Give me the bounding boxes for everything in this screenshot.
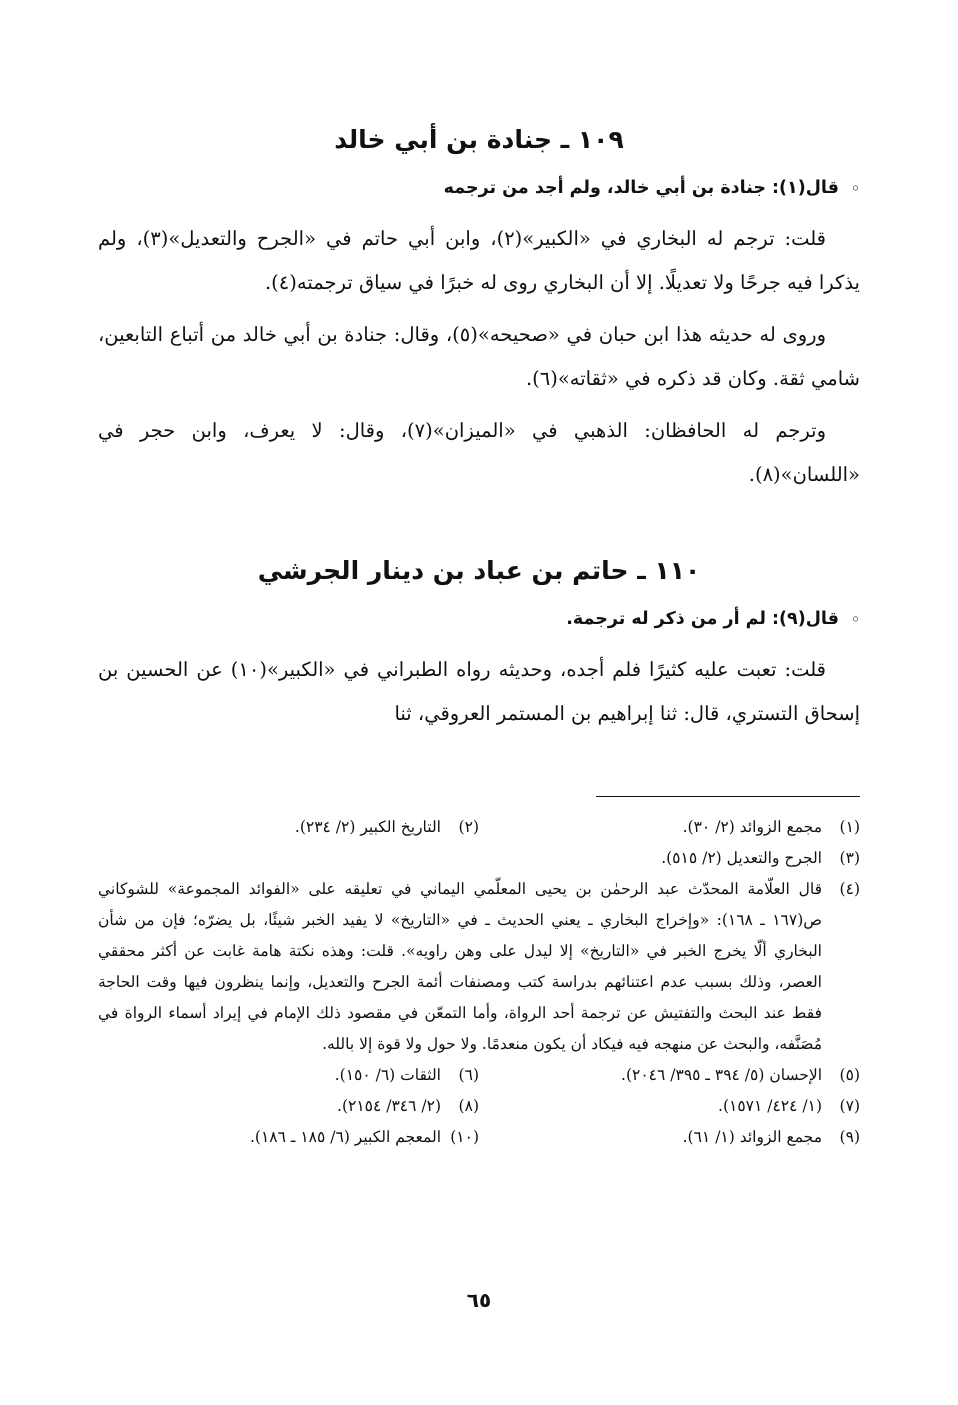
footnote-text: مجمع الزوائد (٢/ ٣٠). bbox=[682, 818, 822, 836]
footnote-number: (١) bbox=[839, 818, 860, 836]
footnote-text: الثقات (٦/ ١٥٠). bbox=[334, 1066, 441, 1084]
quote-text-110: قال(٩): لم أر من ذكر له ترجمة. bbox=[566, 609, 839, 629]
paragraph-109-3: وترجم له الحافظان: الذهبي في «الميزان»(٧)، وقال: لا يعرف، وابن حجر في «اللسان»(٨). bbox=[98, 419, 860, 486]
footnote-number: (٥) bbox=[839, 1066, 860, 1084]
quote-110 bbox=[98, 599, 860, 640]
footnote-2 bbox=[98, 812, 479, 843]
bullet-icon: ◦ bbox=[851, 181, 860, 197]
footnote-row bbox=[98, 843, 860, 874]
paragraph-109-1: قلت: ترجم له البخاري في «الكبير»(٢)، وابن أبي حاتم في «الجرح والتعديل»(٣)، ولم يذكرا فيه جرحًا ولا تعديلًا. إلا أن البخاري روى له خبرًا في سياق ترجمته(٤). bbox=[98, 227, 860, 294]
footnote-row bbox=[98, 812, 860, 843]
footnote-10 bbox=[98, 1122, 479, 1153]
footnote-row bbox=[98, 874, 860, 1060]
footnote-8 bbox=[98, 1091, 479, 1122]
footnote-5 bbox=[479, 1060, 860, 1091]
footnote-1 bbox=[479, 812, 860, 843]
footnote-divider bbox=[596, 796, 860, 797]
footnote-text: قال العلّامة المحدّث عبد الرحمٰن بن يحيى المعلّمي اليماني في تعليقه على «الفوائد المجموعة» للشوكاني ص(١٦٧ ـ ١٦٨): «وإخراج البخاري ـ يعني الحديث ـ في «التاريخ» لا يفيد الخبر شيئًا، بل يضرّه؛ فإن من شأن البخاري ألّا يخرج الخبر في «التاريخ» إلا ليدل على وهن راويه». قلت: وهذه نكتة هامة غابت عن أكثر محققي العصر، وذلك بسبب عدم اعتنائهم بدراسة كتب ومصنفات أئمة الجرح والتعديل، وإنما ينظرون فيها وقت الحاجة فقط عند البحث والتفتيش عن ترجمة أحد الرواة، وأما التمعّن في مقصود ذلك الإمام في إيراد أسماء الرواة في مُصَنَّفه، والبحث عن منهجه فيه فيكاد أن يكون منعدمًا. ولا حول ولا قوة إلا بالله. bbox=[98, 880, 822, 1053]
footnote-6 bbox=[98, 1060, 479, 1091]
footnote-number: (٢) bbox=[458, 818, 479, 836]
footnote-number: (٦) bbox=[458, 1066, 479, 1084]
footnote-text: (٢/ ٣٤٦/ ٢١٥٤). bbox=[337, 1097, 441, 1115]
entry-title-109: ١٠٩ ـ جنادة بن أبي خالد bbox=[334, 125, 624, 154]
footnote-4 bbox=[98, 874, 860, 1060]
paragraph-110-1: قلت: تعبت عليه كثيرًا فلم أجده، وحديثه رواه الطبراني في «الكبير»(١٠) عن الحسين بن إسحاق التستري، قال: ثنا إبراهيم بن المستمر العروقي، ثنا bbox=[98, 658, 860, 725]
footnote-number: (٨) bbox=[458, 1097, 479, 1115]
footnote-7 bbox=[479, 1091, 860, 1122]
quote-109 bbox=[98, 168, 860, 209]
footnote-3 bbox=[98, 843, 860, 874]
footnote-number: (٤) bbox=[839, 880, 860, 898]
footnote-row bbox=[98, 1060, 860, 1091]
bullet-icon: ◦ bbox=[851, 612, 860, 628]
page-number: ٦٥ bbox=[466, 1288, 492, 1312]
footnote-number: (١٠) bbox=[450, 1128, 479, 1146]
footnote-text: مجمع الزوائد (١/ ٦١). bbox=[682, 1128, 822, 1146]
footnote-number: (٣) bbox=[839, 849, 860, 867]
book-page bbox=[98, 100, 860, 1380]
paragraph-109-2: وروى له حديثه هذا ابن حبان في «صحيحه»(٥)، وقال: جنادة بن أبي خالد من أتباع التابعين، شامي ثقة. وكان قد ذكره في «ثقاته»(٦). bbox=[98, 323, 860, 390]
footnote-text: (١/ ٤٢٤/ ١٥٧١). bbox=[718, 1097, 822, 1115]
footnote-text: الإحسان (٥/ ٣٩٤ ـ ٣٩٥/ ٢٠٤٦). bbox=[621, 1066, 822, 1084]
footnote-number: (٩) bbox=[839, 1128, 860, 1146]
section-gap bbox=[98, 505, 860, 531]
footnote-9 bbox=[479, 1122, 860, 1153]
footnote-text: الجرح والتعديل (٢/ ٥١٥). bbox=[661, 849, 822, 867]
footnote-row bbox=[98, 1122, 860, 1153]
footnote-text: التاريخ الكبير (٢/ ٢٣٤). bbox=[294, 818, 441, 836]
footnotes bbox=[98, 812, 860, 1153]
entry-title-110: ١١٠ ـ حاتم بن عباد بن دينار الجرشي bbox=[257, 556, 701, 585]
footnote-number: (٧) bbox=[839, 1097, 860, 1115]
footnote-row bbox=[98, 1091, 860, 1122]
quote-text-109: قال(١): جنادة بن أبي خالد، ولم أجد من ترجمه bbox=[443, 178, 839, 198]
footnote-text: المعجم الكبير (٦/ ١٨٥ ـ ١٨٦). bbox=[249, 1128, 441, 1146]
